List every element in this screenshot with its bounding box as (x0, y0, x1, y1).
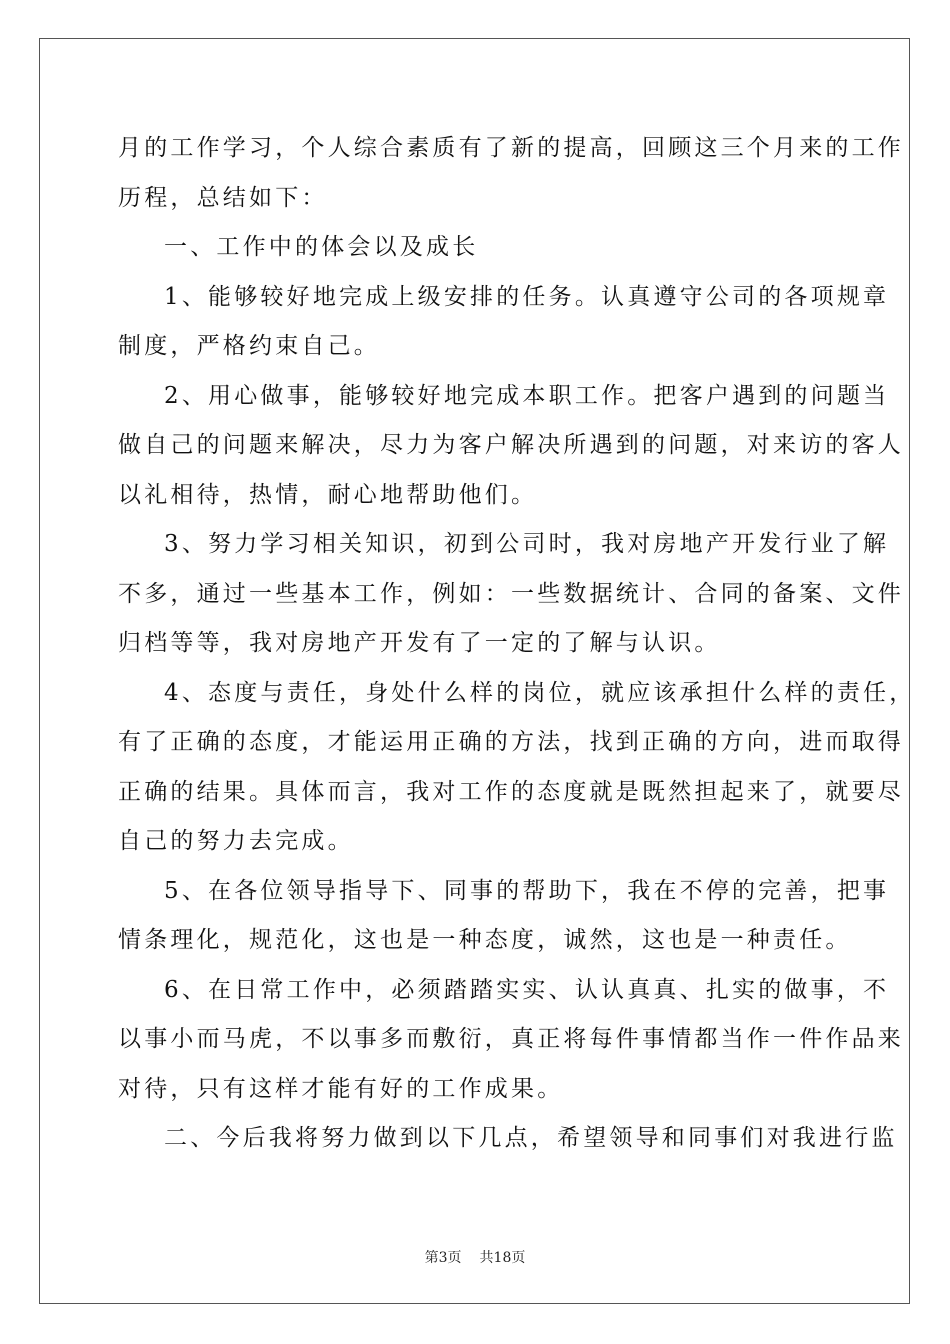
text-line: 以事小而马虎，不以事多而敷衍，真正将每件事情都当作一件作品来 (118, 1026, 904, 1052)
text-line: 情条理化，规范化，这也是一种态度，诚然，这也是一种责任。 (118, 927, 852, 953)
text-line: 对待，只有这样才能有好的工作成果。 (118, 1075, 564, 1102)
document-body (118, 124, 916, 1164)
page-number: 第3页 (424, 1250, 462, 1266)
text-line: 6、在日常工作中，必须踏踏实实、认认真真、扎实的做事，不 (164, 976, 890, 1003)
text-line: 5、在各位领导指导下、同事的帮助下，我在不停的完善，把事 (164, 877, 890, 904)
text-line: 月的工作学习，个人综合素质有了新的提高，回顾这三个月来的工作 (118, 135, 904, 161)
text-line: 制度，严格约束自己。 (118, 333, 380, 359)
text-line: 做自己的问题来解决，尽力为客户解决所遇到的问题，对来访的客人 (118, 432, 904, 458)
text-line: 归档等等，我对房地产开发有了一定的了解与认识。 (118, 630, 721, 656)
page-footer (0, 1247, 950, 1267)
section-heading: 二、今后我将努力做到以下几点，希望领导和同事们对我进行监 (164, 1125, 898, 1151)
page-total: 共18页 (479, 1250, 526, 1266)
text-line: 历程，总结如下： (118, 184, 328, 211)
text-line: 4、态度与责任，身处什么样的岗位，就应该承担什么样的责任， (164, 679, 916, 706)
text-line: 有了正确的态度，才能运用正确的方法，找到正确的方向，进而取得 (118, 729, 904, 755)
text-line: 2、用心做事，能够较好地完成本职工作。把客户遇到的问题当 (164, 382, 890, 409)
text-line: 以礼相待，热情，耐心地帮助他们。 (118, 481, 538, 508)
section-heading: 一、工作中的体会以及成长 (164, 234, 479, 260)
text-line: 不多，通过一些基本工作，例如：一些数据统计、合同的备案、文件 (118, 580, 904, 607)
text-line: 自己的努力去完成。 (118, 828, 354, 854)
text-line: 1、能够较好地完成上级安排的任务。认真遵守公司的各项规章 (164, 283, 890, 310)
text-line: 3、努力学习相关知识，初到公司时，我对房地产开发行业了解 (164, 531, 890, 557)
text-line: 正确的结果。具体而言，我对工作的态度就是既然担起来了，就要尽 (118, 778, 904, 805)
